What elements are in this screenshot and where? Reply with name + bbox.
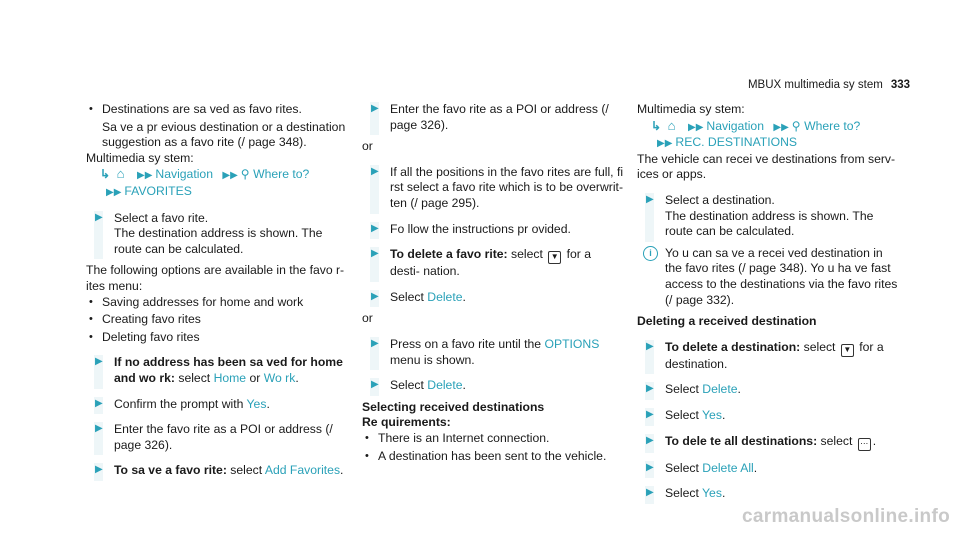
column-1 [86, 102, 348, 485]
step: ▶ Press on a favo rite until the OPTIONS menu is shown. [362, 337, 624, 368]
step: ▶ If no address has been sa ved for home and wo rk: select Home or Wo rk. [86, 355, 348, 386]
list-item: • Deleting favo rites [86, 330, 348, 346]
step-arrow-icon: ▶ [646, 340, 654, 352]
paragraph: The following options are available in the favo r-ites menu: [86, 263, 345, 293]
step: ▶ Select Yes. [637, 486, 899, 502]
step-arrow-icon: ▶ [371, 165, 379, 177]
menu-path [86, 166, 348, 184]
forward-icon: ▶▶ [222, 170, 238, 182]
forward-icon: ▶▶ [106, 186, 122, 198]
step: ▶ Select Yes. [637, 408, 899, 424]
step-arrow-icon: ▶ [95, 423, 103, 435]
paragraph: Sa ve a pr evious destination or a destination suggestion as a favo rite (/ page 348). [102, 119, 346, 150]
search-icon: ⚲ [240, 167, 250, 182]
list-item: • Destinations are sa ved as favo rites. [86, 102, 348, 118]
step: ▶ Enter the favo rite as a POI or address (/ page 326). [86, 422, 348, 453]
delete-symbol-icon: ▼ [841, 344, 854, 357]
section-heading: Selecting received destinations [362, 399, 545, 414]
list-item: • There is an Internet connection. [362, 431, 624, 447]
path-navigation: Navigation [706, 118, 764, 133]
list-item: • Saving addresses for home and work [86, 295, 348, 311]
home-icon: ⌂ [116, 166, 125, 182]
path-favorites: FAVORITES [124, 183, 192, 198]
hook-arrow-icon: ↳ [100, 167, 111, 182]
step: ▶ Select a destination. The destination address is shown. The route can be calculated. [637, 193, 899, 240]
home-icon: ⌂ [667, 117, 676, 133]
path-rec-destinations: REC. DESTINATIONS [675, 135, 798, 150]
step: ▶ Select Delete. [362, 378, 624, 394]
step: ▶ Select Delete. [637, 382, 899, 398]
watermark: carmanualsonline.info [742, 506, 950, 528]
page-number: 333 [890, 79, 910, 91]
step-arrow-icon: ▶ [95, 356, 103, 368]
path-navigation: Navigation [155, 167, 213, 182]
step-arrow-icon: ▶ [371, 103, 379, 114]
column-2 [362, 102, 624, 466]
paragraph: The vehicle can recei ve destinations from serv‐ ices or apps. [637, 151, 896, 182]
list-item: • Creating favo rites [86, 312, 348, 328]
step-arrow-icon: ▶ [95, 397, 103, 409]
step-arrow-icon: ▶ [371, 379, 379, 391]
step: ▶ Fo llow the instructions pr ovided. [362, 222, 624, 238]
step-arrow-icon: ▶ [371, 222, 379, 234]
step: ▶ To delete a favo rite: select ▼ for a desti‐ nation. [362, 247, 624, 280]
path-where-to: Where to? [804, 118, 861, 133]
step: ▶ Enter the favo rite as a POI or address (/ page 326). [362, 102, 624, 133]
delete-symbol-icon: ▼ [548, 251, 561, 264]
ms-label: Multimedia sy stem: [86, 150, 194, 165]
step-arrow-icon: ▶ [371, 248, 379, 260]
step-arrow-icon: ▶ [646, 434, 654, 446]
forward-icon: ▶▶ [657, 138, 673, 150]
step: ▶ To sa ve a favo rite: select Add Favorites. [86, 463, 348, 479]
step-arrow-icon: ▶ [371, 290, 379, 302]
list-item: • A destination has been sent to the vehicle. [362, 449, 624, 465]
step: ▶ Select a favo rite. The destination address is shown. The route can be calculated. [86, 211, 348, 258]
step-arrow-icon: ▶ [646, 383, 654, 395]
header-title: MBUX multimedia sy stem [747, 79, 883, 91]
step-arrow-icon: ▶ [95, 211, 103, 223]
path-where-to: Where to? [253, 167, 310, 182]
step: ▶ Select Delete All. [637, 461, 899, 477]
hook-arrow-icon: ↳ [651, 118, 662, 133]
ms-label: Multimedia sy stem: [637, 102, 745, 116]
step: ▶ To dele te all destinations: select ⋯ . [637, 434, 899, 451]
step: ▶ Select Delete. [362, 290, 624, 306]
forward-icon: ▶▶ [688, 121, 704, 133]
step-arrow-icon: ▶ [646, 408, 654, 420]
step: ▶ To delete a destination: select ▼ for a destination. [637, 340, 899, 373]
menu-path-2 [86, 184, 348, 201]
column-3 [637, 102, 899, 508]
step-arrow-icon: ▶ [646, 193, 654, 205]
section-heading: Deleting a received destination [637, 314, 817, 329]
step-arrow-icon: ▶ [646, 461, 654, 473]
step-arrow-icon: ▶ [371, 337, 379, 349]
requirements-label: Re quirements: [362, 415, 451, 430]
or-label: or [362, 139, 373, 154]
info-icon: i [643, 246, 658, 261]
search-icon: ⚲ [791, 118, 801, 133]
or-label: or [362, 311, 373, 326]
step: ▶ Confirm the prompt with Yes. [86, 397, 348, 413]
more-icon: ⋯ [858, 438, 871, 451]
step: ▶ If all the positions in the favo rites are full, fi rst select a favo rite which is to be overwrit‐ ten (/ page 295). [362, 165, 624, 212]
forward-icon: ▶▶ [137, 170, 153, 182]
menu-path-2 [637, 135, 899, 152]
forward-icon: ▶▶ [773, 121, 789, 133]
step-arrow-icon: ▶ [646, 487, 654, 499]
info-note: i Yo u can sa ve a recei ved destination in the favo rites (/ page 348). Yo u ha ve fast access to the destinations via the favo rites (/ page 332). [637, 246, 899, 308]
page-header [748, 78, 910, 94]
menu-path [637, 118, 899, 136]
step-arrow-icon: ▶ [95, 464, 103, 476]
